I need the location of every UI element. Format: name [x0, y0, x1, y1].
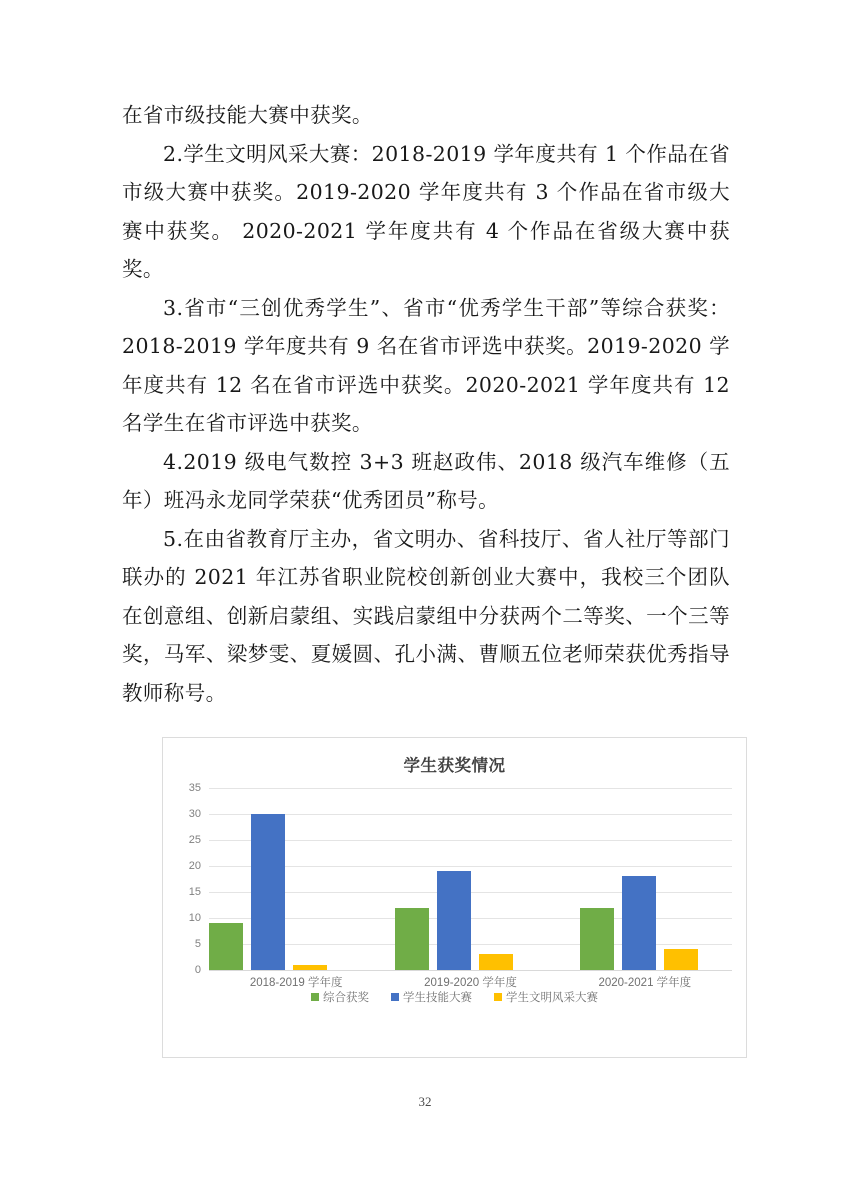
student-awards-chart	[162, 737, 747, 1058]
bar	[293, 965, 327, 970]
legend-item[interactable]	[311, 989, 369, 1005]
legend-item[interactable]	[391, 989, 472, 1005]
bar-group	[175, 788, 361, 970]
page-number: 32	[418, 1094, 432, 1109]
chart-plot-area	[175, 782, 732, 993]
legend-label: 学生文明风采大赛	[506, 992, 598, 1004]
legend-swatch-icon	[311, 993, 319, 1001]
y-axis-tick: 25	[188, 834, 201, 846]
y-axis-tick: 20	[188, 860, 201, 872]
chart-title: 学生获奖情况	[403, 757, 506, 775]
bar	[437, 871, 471, 970]
paragraph: 5.在由省教育厅主办，省文明办、省科技厅、省人社厅等部门联办的 2021 年江苏省职业院校创新创业大赛中，我校三个团队在创意组、创新启蒙组、实践启蒙组中分获两个二等奖、一个三等奖，马军、梁梦雯、夏媛圆、孔小满、曹顺五位老师荣获优秀指导教师称号。	[122, 526, 730, 705]
y-axis-tick: 10	[188, 912, 201, 924]
y-axis-tick: 15	[188, 886, 201, 898]
bar-group	[546, 788, 732, 970]
bar-group	[361, 788, 547, 970]
gridline	[209, 970, 732, 971]
x-axis-labels	[209, 974, 732, 990]
bar	[580, 908, 614, 970]
paragraph: 2.学生文明风采大赛：2018-2019 学年度共有 1 个作品在省市级大赛中获奖。2019-2020 学年度共有 3 个作品在省市级大赛中获奖。 2020-2021 学年度共有 4 个作品在省级大赛中获奖。	[122, 141, 730, 281]
bar	[209, 923, 243, 970]
legend-label: 学生技能大赛	[403, 992, 472, 1004]
legend-item[interactable]	[494, 989, 598, 1005]
legend-label: 综合获奖	[323, 992, 369, 1004]
y-axis-tick: 30	[188, 808, 201, 820]
paragraph: 在省市级技能大赛中获奖。	[122, 103, 373, 127]
bar	[395, 908, 429, 970]
legend-swatch-icon	[494, 993, 502, 1001]
bar	[251, 814, 285, 970]
x-axis-label: 2018-2019 学年度	[249, 977, 343, 989]
x-axis-label: 2020-2021 学年度	[598, 977, 692, 989]
bar	[622, 876, 656, 970]
paragraph: 4.2019 级电气数控 3+3 班赵政伟、2018 级汽车维修（五年）班冯永龙同学荣获“优秀团员”称号。	[122, 449, 730, 512]
bar	[664, 949, 698, 970]
bar	[479, 954, 513, 970]
paragraph: 3.省市“三创优秀学生”、省市“优秀学生干部”等综合获奖：2018-2019 学年度共有 9 名在省市评选中获奖。2019-2020 学年度共有 12 名在省市评选中获奖。2020-2021 学年度共有 12 名学生在省市评选中获奖。	[122, 295, 730, 435]
chart-bars	[175, 788, 732, 970]
chart-legend	[163, 989, 746, 1005]
y-axis-tick: 35	[188, 782, 201, 794]
document-body	[122, 96, 730, 712]
x-axis-label: 2019-2020 学年度	[424, 977, 517, 989]
y-axis-tick: 0	[194, 964, 201, 976]
y-axis-tick: 5	[194, 938, 201, 950]
legend-swatch-icon	[391, 993, 399, 1001]
